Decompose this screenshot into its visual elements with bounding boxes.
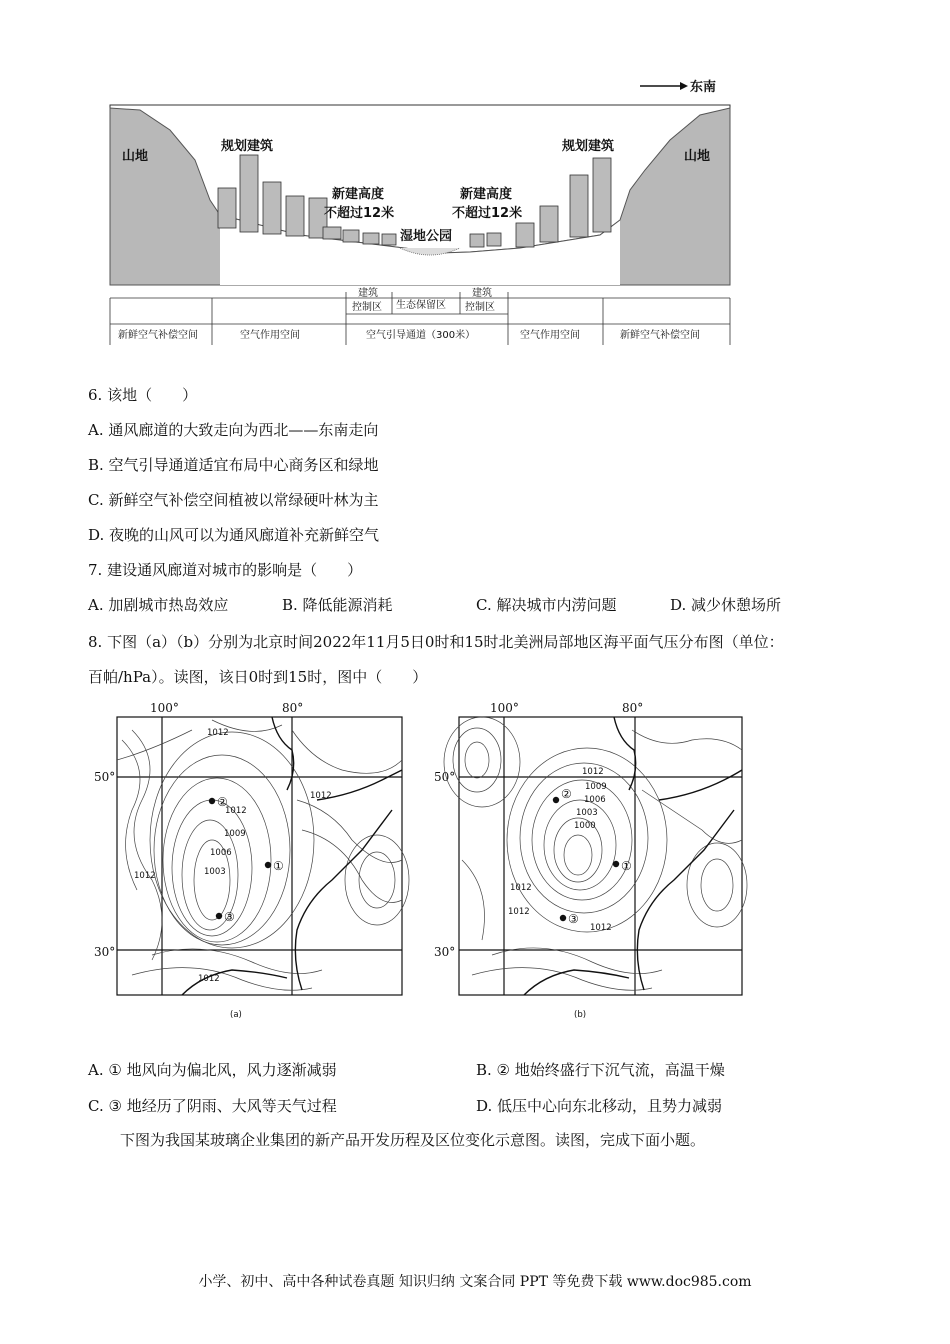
q8-stem-line2: 百帕/hPa）。读图，该日0时到15时，图中（ ） <box>88 668 428 686</box>
map-b-isobar-6: 1012 <box>510 883 532 893</box>
q6-option-b: B. 空气引导通道适宜布局中心商务区和绿地 <box>88 456 379 474</box>
map-a-lat-50: 50° <box>94 770 116 784</box>
map-a-isobar-4: 1009 <box>224 829 246 839</box>
park-label: 湿地公园 <box>400 229 453 244</box>
map-a-isobar-1: 1012 <box>207 728 229 738</box>
zone-2: 空气作用空间 <box>240 330 300 341</box>
zone-5: 新鲜空气补偿空间 <box>620 330 700 341</box>
map-b-lon-100: 100° <box>490 701 519 715</box>
footer-text: 小学、初中、高中各种试卷真题 知识归纳 文案合同 PPT 等免费下载 www.doc985.com <box>198 1274 752 1290</box>
mountain-left-label: 山地 <box>122 149 149 164</box>
map-a-point-3: ③ <box>224 910 235 924</box>
low-buildings-right <box>470 223 534 247</box>
direction-label: 东南 <box>690 80 717 95</box>
map-a-isobar-3: 1012 <box>310 791 332 801</box>
map-b-isobar-1: 1012 <box>582 767 604 777</box>
zone-1: 新鲜空气补偿空间 <box>118 330 198 341</box>
map-b-lat-50: 50° <box>434 770 456 784</box>
ctrl-right-line2: 控制区 <box>465 302 495 313</box>
map-a-point-2: ② <box>217 795 228 809</box>
pressure-map-b <box>432 700 752 1030</box>
height-right-line1: 新建高度 <box>460 187 513 202</box>
map-b-point-2: ② <box>561 787 572 801</box>
mountain-right-label: 山地 <box>684 149 711 164</box>
planned-buildings-right <box>540 158 611 242</box>
q7-option-a: A. 加剧城市热岛效应 <box>88 596 229 614</box>
map-b-isobar-4: 1003 <box>576 808 598 818</box>
map-b-isobar-3: 1006 <box>584 795 606 805</box>
ctrl-left-line2: 控制区 <box>352 302 382 313</box>
planned-left-label: 规划建筑 <box>221 139 274 154</box>
map-b-lon-80: 80° <box>622 701 644 715</box>
q8-option-a: A. ① 地风向为偏北风，风力逐渐减弱 <box>88 1061 337 1079</box>
planned-right-label: 规划建筑 <box>562 139 615 154</box>
map-b-isobar-8: 1012 <box>590 923 612 933</box>
map-a-isobar-8: 1012 <box>198 974 220 984</box>
q7-option-d: D. 减少休憩场所 <box>670 596 782 614</box>
map-b-isobar-2: 1009 <box>585 782 607 792</box>
q8-stem-line1: 8. 下图（a）（b）分别为北京时间2022年11月5日0时和15时北美洲局部地区海平面气压分布图（单位： <box>88 633 784 651</box>
map-a-lat-30: 30° <box>94 945 116 959</box>
q6-option-c: C. 新鲜空气补偿空间植被以常绿硬叶林为主 <box>88 491 379 509</box>
corridor-diagram <box>100 70 740 350</box>
q8-option-b: B. ② 地始终盛行下沉气流，高温干燥 <box>476 1061 725 1079</box>
map-a-isobar-2: 1012 <box>225 806 247 816</box>
map-a-lon-80: 80° <box>282 701 304 715</box>
q7-option-c: C. 解决城市内涝问题 <box>476 596 617 614</box>
intro-text: 下图为我国某玻璃企业集团的新产品开发历程及区位变化示意图。读图，完成下面小题。 <box>120 1131 706 1149</box>
pressure-map-a <box>92 700 412 1030</box>
planned-buildings-left <box>218 155 327 238</box>
map-b-isobar-5: 1000 <box>574 821 596 831</box>
map-a-caption: (a) <box>230 1010 242 1020</box>
q7-stem: 7. 建设通风廊道对城市的影响是（ ） <box>88 561 363 579</box>
map-b-caption: (b) <box>574 1010 587 1020</box>
q6-option-d: D. 夜晚的山风可以为通风廊道补充新鲜空气 <box>88 526 380 544</box>
q8-option-d: D. 低压中心向东北移动，且势力减弱 <box>476 1097 723 1115</box>
q7-option-b: B. 降低能源消耗 <box>282 596 393 614</box>
height-right-line2: 不超过12米 <box>452 206 523 221</box>
height-left-line1: 新建高度 <box>332 187 385 202</box>
map-a-isobar-7: 1012 <box>134 871 156 881</box>
zone-3: 空气引导通道（300米） <box>366 330 476 341</box>
map-b-isobar-7: 1012 <box>508 907 530 917</box>
ctrl-right-line1: 建筑 <box>472 288 492 299</box>
map-a-lon-100: 100° <box>150 701 179 715</box>
eco-label: 生态保留区 <box>396 300 446 311</box>
q6-stem: 6. 该地（ ） <box>88 386 198 404</box>
map-a-isobar-5: 1006 <box>210 848 232 858</box>
map-b-point-3: ③ <box>568 912 579 926</box>
map-b-lat-30: 30° <box>434 945 456 959</box>
map-a-point-1: ① <box>273 859 284 873</box>
zone-4: 空气作用空间 <box>520 330 580 341</box>
q8-option-c: C. ③ 地经历了阴雨、大风等天气过程 <box>88 1097 337 1115</box>
map-b-point-1: ① <box>621 859 632 873</box>
q6-option-a: A. 通风廊道的大致走向为西北——东南走向 <box>88 421 379 439</box>
height-left-line2: 不超过12米 <box>324 206 395 221</box>
ctrl-left-line1: 建筑 <box>358 288 378 299</box>
map-a-isobar-6: 1003 <box>204 867 226 877</box>
